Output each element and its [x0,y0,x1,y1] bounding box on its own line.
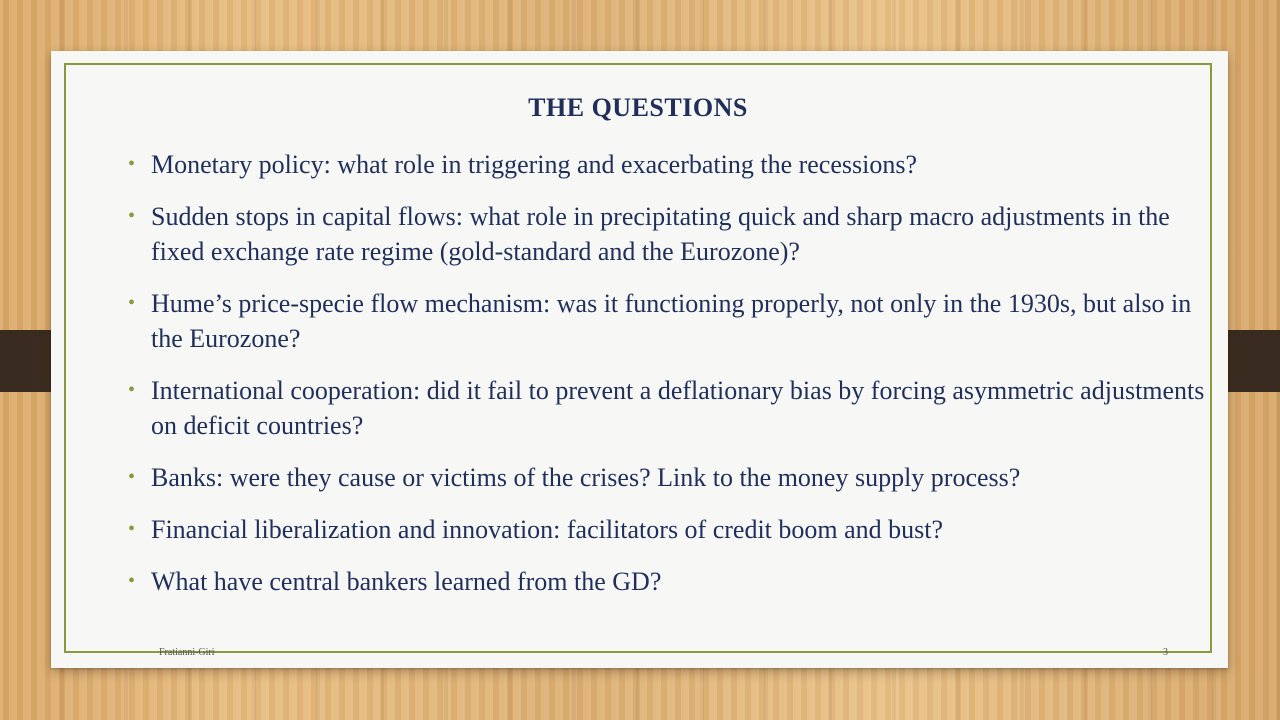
slide-card [51,51,1228,668]
bullet-item [128,512,1208,547]
bullet-item [128,373,1208,443]
bullet-text: Financial liberalization and innovation: facilitators of credit boom and bust? [151,515,944,544]
bullet-text: Sudden stops in capital flows: what role in precipitating quick and sharp macro adjustments in the fixed exchange rate regime (gold-standard and the Eurozone)? [151,202,1170,266]
bullet-item [128,460,1208,495]
page-number: 3 [1163,647,1168,658]
bullet-list [128,147,1208,616]
bullet-item [128,286,1208,356]
bullet-icon: • [128,153,136,175]
bullet-item [128,564,1208,599]
bullet-icon: • [128,205,136,227]
bullet-text: Hume’s price-specie flow mechanism: was it functioning properly, not only in the 1930s, but also in the Eurozone? [151,289,1192,353]
slide-title: THE QUESTIONS [528,93,748,122]
bullet-icon: • [128,518,136,540]
bullet-text: Banks: were they cause or victims of the crises? Link to the money supply process? [151,463,1021,492]
bullet-icon: • [128,379,136,401]
bullet-text: Monetary policy: what role in triggering and exacerbating the recessions? [151,150,918,179]
slide-frame [64,63,1212,658]
bullet-icon: • [128,466,136,488]
bullet-icon: • [128,292,136,314]
bullet-text: What have central bankers learned from the GD? [151,567,662,596]
bullet-item [128,147,1208,182]
bullet-item [128,199,1208,269]
bullet-icon: • [128,570,136,592]
footer-author: Fratianni-Giri [159,647,215,658]
bullet-text: International cooperation: did it fail to prevent a deflationary bias by forcing asymmetric adjustments on deficit countries? [151,376,1205,440]
